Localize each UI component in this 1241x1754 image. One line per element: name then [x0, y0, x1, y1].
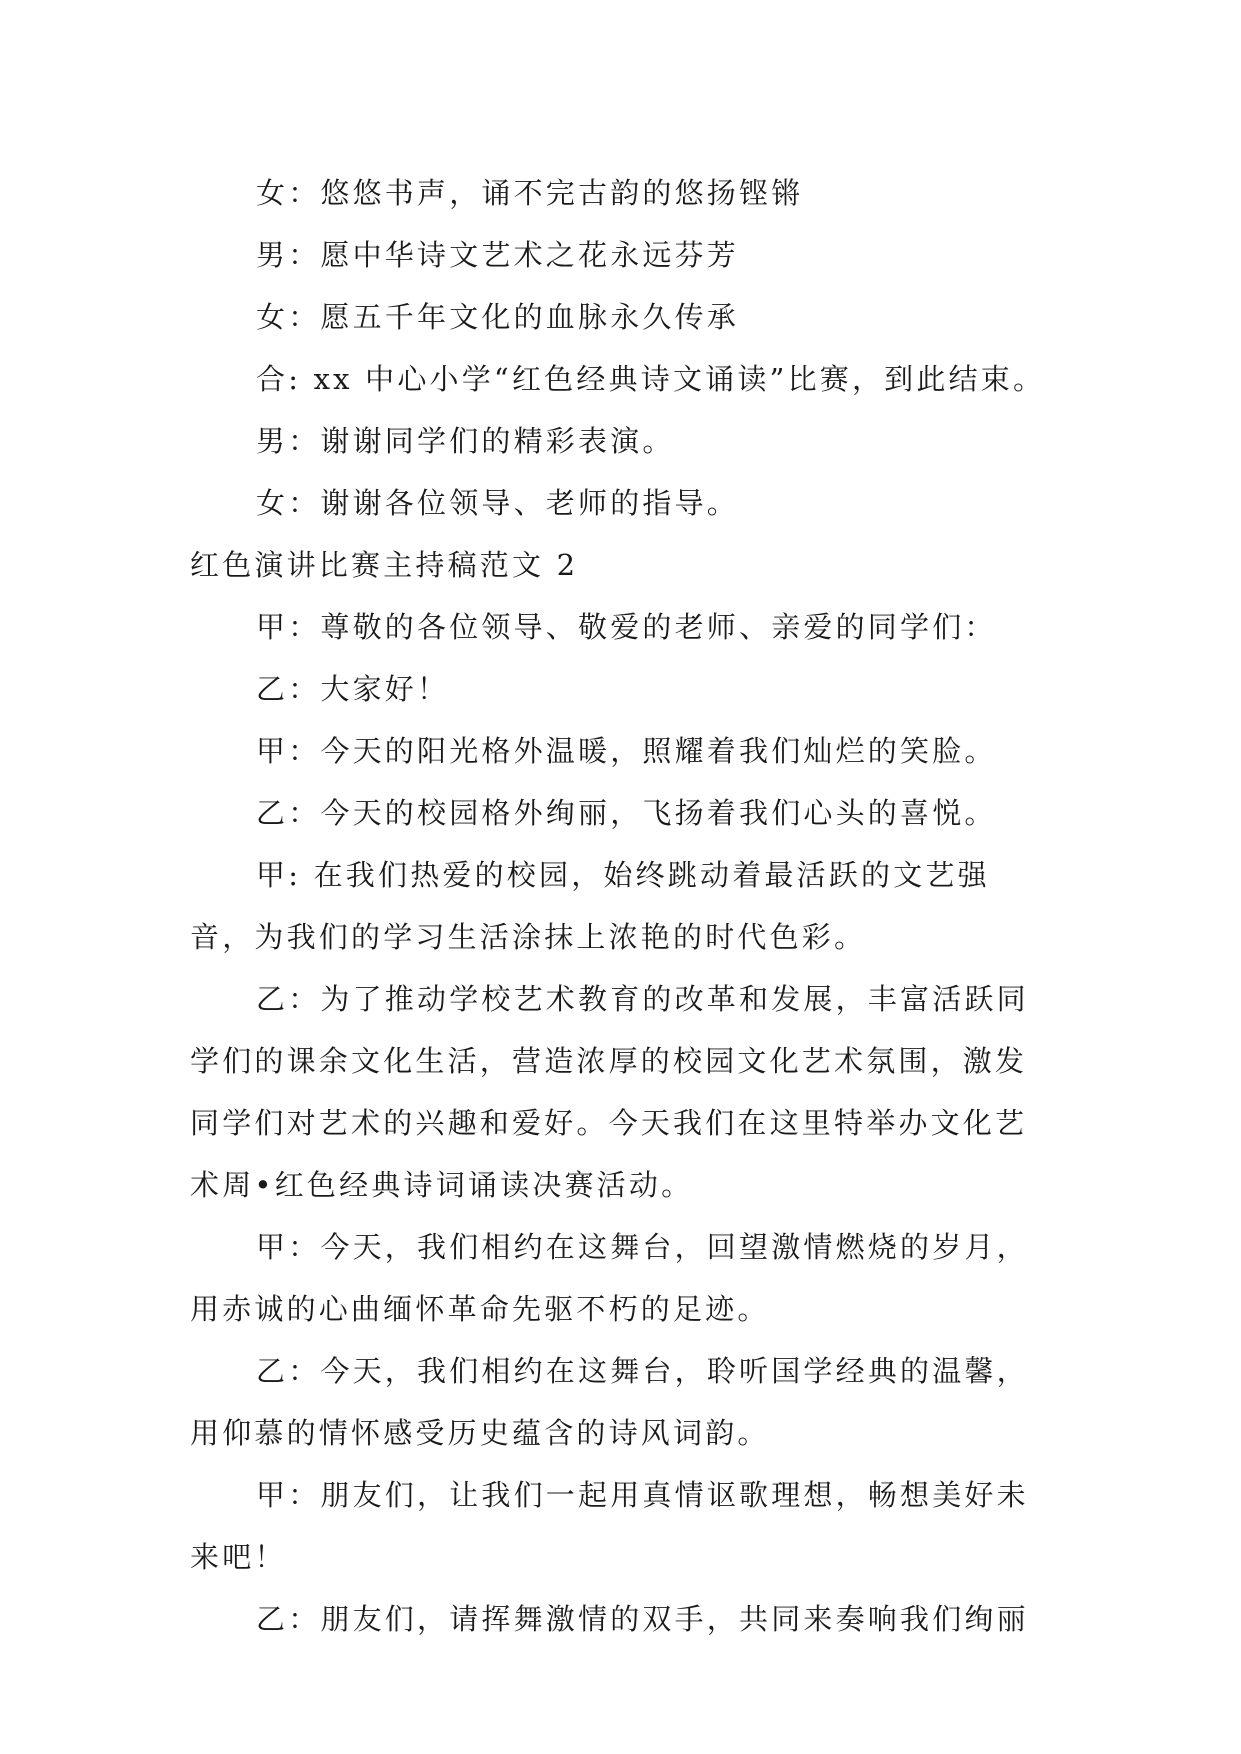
section-heading: 红色演讲比赛主持稿范文 2 [190, 548, 579, 582]
dialogue-line: 女：悠悠书声，诵不完古韵的悠扬铿锵 [256, 176, 804, 210]
dialogue-line: 男：谢谢同学们的精彩表演。 [256, 424, 675, 458]
dialogue-line: 甲：今天的阳光格外温暖，照耀着我们灿烂的笑脸。 [256, 734, 997, 768]
dialogue-line: 女：愿五千年文化的血脉永久传承 [256, 300, 740, 334]
dialogue-line: 乙：大家好！ [256, 672, 450, 706]
dialogue-line: 甲：朋友们，让我们一起用真情讴歌理想，畅想美好未来吧！ [190, 1478, 1029, 1574]
dialogue-line: 女：谢谢各位领导、老师的指导。 [256, 486, 740, 520]
dialogue-line: 男：愿中华诗文艺术之花永远芬芳 [256, 238, 740, 272]
dialogue-line: 乙：朋友们，请挥舞激情的双手，共同来奏响我们绚丽 [256, 1602, 1029, 1636]
dialogue-line: 合: xx 中心小学“红色经典诗文诵读”比赛，到此结束。 [256, 362, 1046, 396]
dialogue-line: 乙：为了推动学校艺术教育的改革和发展，丰富活跃同学们的课余文化生活，营造浓厚的校园文化艺术氛围，激发同学们对艺术的兴趣和爱好。今天我们在这里特举办文化艺术周•红色经典诗词诵读决赛活动。 [190, 982, 1029, 1202]
dialogue-line: 乙：今天的校园格外绚丽，飞扬着我们心头的喜悦。 [256, 796, 997, 830]
dialogue-line: 甲: 在我们热爱的校园，始终跳动着最活跃的文艺强音，为我们的学习生活涂抹上浓艳的时代色彩。 [190, 858, 990, 954]
dialogue-line: 甲：尊敬的各位领导、敬爱的老师、亲爱的同学们： [256, 610, 997, 644]
dialogue-line: 甲：今天，我们相约在这舞台，回望激情燃烧的岁月，用赤诚的心曲缅怀革命先驱不朽的足迹。 [190, 1230, 1029, 1326]
document-body [190, 162, 1052, 1650]
dialogue-line: 乙：今天，我们相约在这舞台，聆听国学经典的温馨，用仰慕的情怀感受历史蕴含的诗风词韵。 [190, 1354, 1029, 1450]
